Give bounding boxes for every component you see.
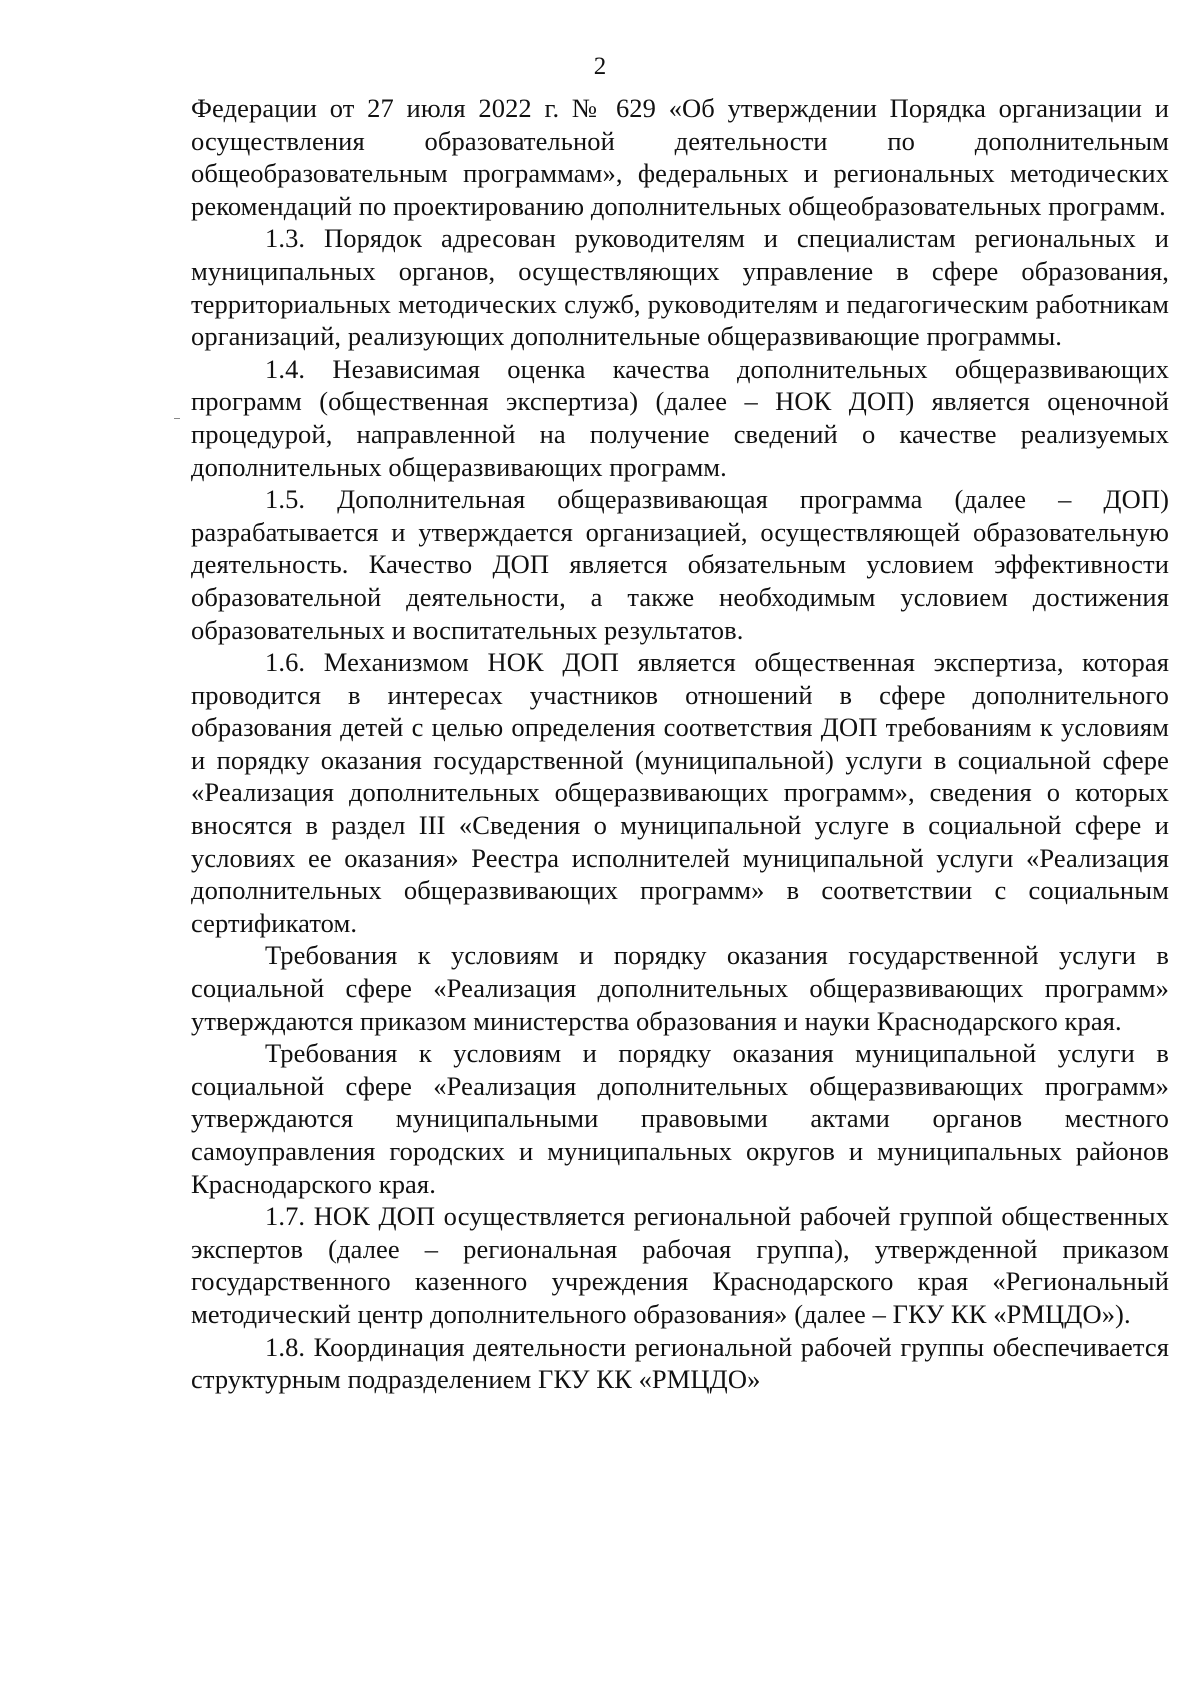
page-number: 2	[593, 53, 607, 80]
paragraph-clause-1-3: 1.3. Порядок адресован руководителям и специалистам региональных и муниципальных органов, осуществляющих управление в сфере образования, территориальных методических служб, руководителям и педагогическим работникам организаций, реализующих дополнительные общеразвивающие программы.	[191, 223, 1169, 352]
paragraph-requirements-municipal: Требования к условиям и порядку оказания муниципальной услуги в социальной сфере «Реализация дополнительных общеразвивающих программ» утверждаются муниципальными правовыми актами органов местного самоуправления городских и муниципальных округов и муниципальных районов Краснодарского края.	[191, 1038, 1169, 1199]
paragraph-clause-1-5: 1.5. Дополнительная общеразвивающая программа (далее – ДОП) разрабатывается и утверждается организацией, осуществляющей образовательную деятельность. Качество ДОП является обязательным условием эффективности образовательной деятельности, а также необходимым условием достижения образовательных и воспитательных результатов.	[191, 484, 1169, 645]
paragraph-clause-1-4: 1.4. Независимая оценка качества дополнительных общеразвивающих программ (общественная экспертиза) (далее – НОК ДОП) является оценочной процедурой, направленной на получение сведений о качестве реализуемых дополнительных общеразвивающих программ.	[191, 353, 1169, 482]
paragraph-clause-1-7: 1.7. НОК ДОП осуществляется региональной рабочей группой общественных экспертов (далее – региональная рабочая группа), утвержденной приказом государственного казенного учреждения Краснодарского края «Региональный методический центр дополнительного образования» (далее – ГКУ КК «РМЦДО»).	[191, 1201, 1169, 1329]
paragraph-clause-1-6: 1.6. Механизмом НОК ДОП является общественная экспертиза, которая проводится в интересах участников отношений в сфере дополнительного образования детей с целью определения соответствия ДОП требованиям к условиям и порядку оказания государственной (муниципальной) услуги в социальной сфере «Реализация дополнительных общеразвивающих программ», сведения о которых вносятся в раздел III «Сведения о муниципальной услуге в социальной сфере и условиях ее оказания» Реестра исполнителей муниципальной услуги «Реализация дополнительных общеразвивающих программ» в соответствии с социальным сертификатом.	[191, 647, 1169, 938]
paragraph-clause-1-8: 1.8. Координация деятельности региональной рабочей группы обеспечивается структурным подразделением ГКУ КК «РМЦДО»	[191, 1331, 1169, 1395]
paragraph-intro-continuation: Федерации от 27 июля 2022 г. № 629 «Об утверждении Порядка организации и осуществления образовательной деятельности по дополнительным общеобразовательным программам», федеральных и региональных методических рекомендаций по проектированию дополнительных общеобразовательных программ.	[191, 93, 1169, 221]
document-body	[191, 92, 1169, 1396]
paragraph-requirements-state: Требования к условиям и порядку оказания государственной услуги в социальной сфере «Реализация дополнительных общеразвивающих программ» утверждаются приказом министерства образования и науки Краснодарского края.	[191, 940, 1169, 1036]
margin-mark	[174, 418, 180, 419]
